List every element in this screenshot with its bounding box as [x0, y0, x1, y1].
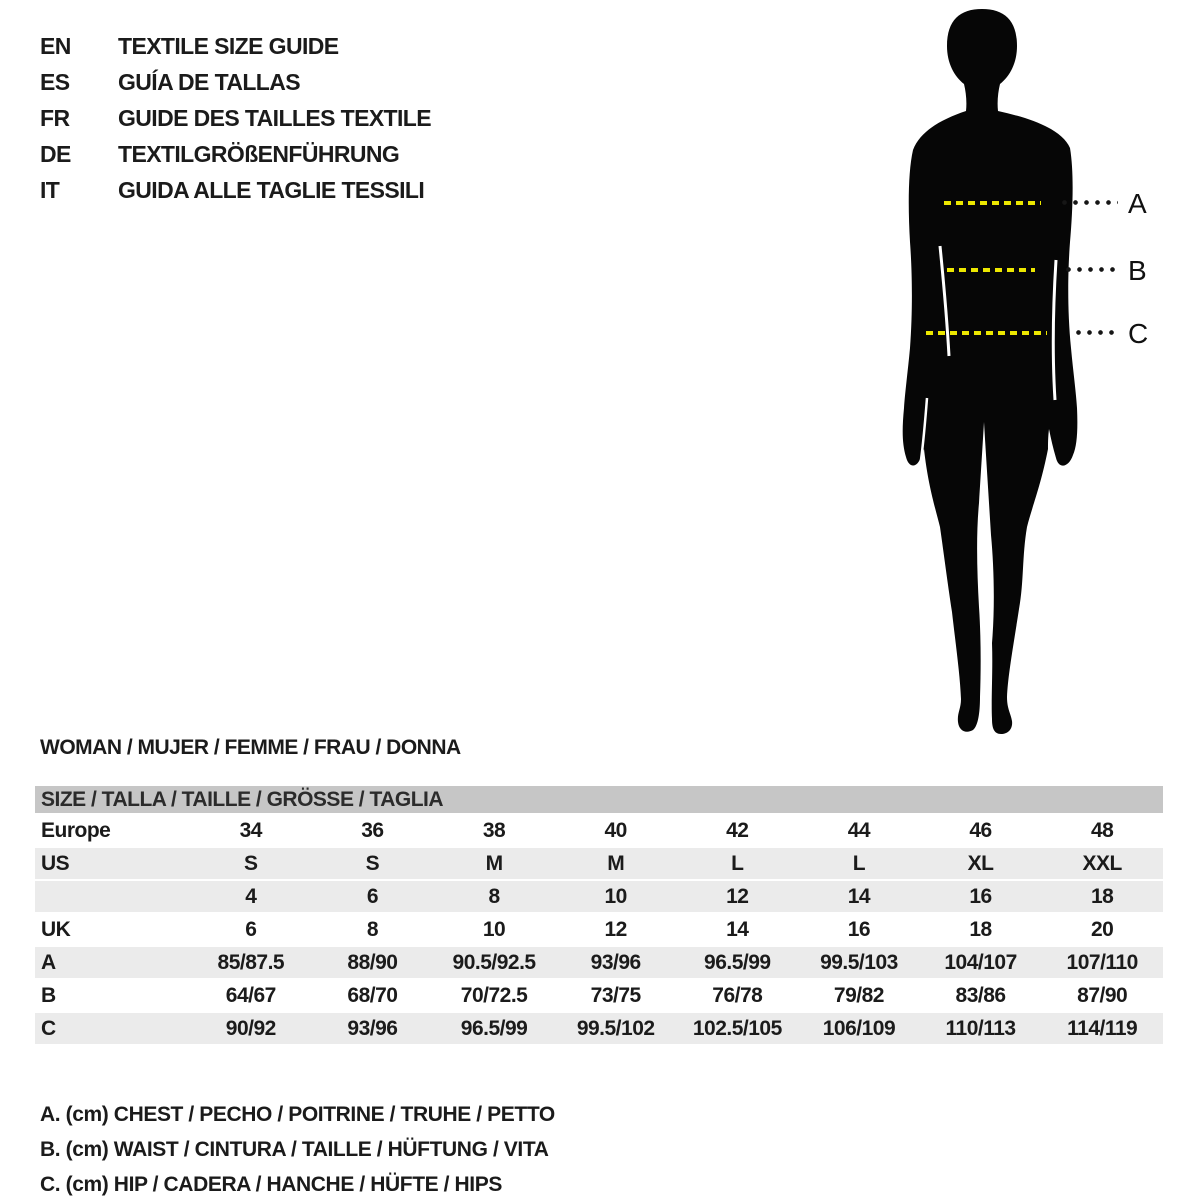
waist-measure-dash — [947, 268, 1035, 272]
table-cell: 8 — [488, 884, 500, 908]
chest-measure-dash — [944, 201, 1041, 205]
table-row-uk — [35, 914, 1163, 945]
table-cell: 110/113 — [945, 1016, 1016, 1040]
size-table-header: SIZE / TALLA / TAILLE / GRÖSSE / TAGLIA — [35, 786, 1163, 813]
table-cell: 85/87.5 — [217, 950, 285, 974]
language-code: DE — [40, 140, 71, 167]
language-code: EN — [40, 32, 71, 59]
language-guide-title: TEXTILGRÖßENFÜHRUNG — [118, 140, 400, 167]
table-row-us-numeric — [35, 881, 1163, 912]
table-cell: 107/110 — [1066, 950, 1138, 974]
table-cell: 6 — [366, 884, 379, 908]
hip-leader-dots — [1076, 330, 1118, 335]
language-code: FR — [40, 104, 70, 131]
table-cell: 18 — [1091, 884, 1114, 908]
table-cell: 64/67 — [225, 983, 276, 1007]
table-cell: XL — [967, 851, 994, 875]
table-cell: 34 — [239, 818, 262, 842]
table-cell: 48 — [1091, 818, 1114, 842]
marker-label-hip: C — [1128, 318, 1149, 349]
table-cell: 46 — [969, 818, 992, 842]
table-cell: 8 — [366, 917, 379, 941]
table-cell: 83/86 — [955, 983, 1006, 1007]
marker-label-chest: A — [1128, 188, 1147, 219]
table-cell: 42 — [726, 818, 749, 842]
table-cell: 20 — [1091, 917, 1114, 941]
table-cell: 12 — [604, 917, 627, 941]
table-cell: M — [485, 851, 503, 875]
size-table — [35, 786, 1163, 1046]
table-cell: 16 — [847, 917, 871, 941]
table-cell: 73/75 — [590, 983, 641, 1007]
language-code: IT — [40, 176, 60, 203]
row-label: A — [41, 950, 56, 974]
marker-label-waist: B — [1128, 255, 1147, 286]
table-cell: 18 — [969, 917, 992, 941]
table-cell: 96.5/99 — [704, 950, 771, 974]
table-cell: S — [244, 851, 258, 875]
table-row-us — [35, 848, 1163, 879]
table-cell: 114/119 — [1067, 1016, 1138, 1040]
row-label: US — [41, 851, 70, 875]
table-cell: 12 — [726, 884, 749, 908]
language-row-fr — [40, 100, 431, 136]
language-row-de — [40, 136, 431, 172]
row-label: UK — [41, 917, 71, 941]
table-cell: 36 — [361, 818, 384, 842]
row-label: C — [41, 1016, 56, 1040]
table-cell: 106/109 — [822, 1016, 896, 1040]
row-label: Europe — [41, 818, 111, 842]
table-row-b — [35, 980, 1163, 1011]
table-cell: 87/90 — [1077, 983, 1128, 1007]
table-cell: 88/90 — [347, 950, 398, 974]
legend-line-chest: A. (cm) CHEST / PECHO / POITRINE / TRUHE / PETTO — [40, 1102, 555, 1126]
table-cell: M — [607, 851, 625, 875]
language-guide-title: GUIDA ALLE TAGLIE TESSILI — [118, 176, 425, 203]
legend-line-hip: C. (cm) HIP / CADERA / HANCHE / HÜFTE / HIPS — [40, 1172, 502, 1196]
table-cell: 14 — [726, 917, 749, 941]
hip-measure-dash — [926, 331, 1047, 335]
table-cell: 44 — [847, 818, 871, 842]
table-cell: 90/92 — [225, 1016, 276, 1040]
language-row-es — [40, 64, 431, 100]
table-cell: 10 — [604, 884, 627, 908]
row-label: B — [41, 983, 56, 1007]
table-cell: 16 — [969, 884, 992, 908]
chest-leader-dots — [1062, 200, 1118, 205]
table-cell: 10 — [482, 917, 506, 941]
woman-silhouette — [880, 8, 1120, 735]
table-cell: 99.5/103 — [820, 950, 898, 974]
table-row-europe — [35, 815, 1163, 846]
table-cell: XXL — [1082, 851, 1122, 875]
table-cell: 102.5/105 — [692, 1016, 782, 1040]
table-cell: S — [365, 851, 380, 875]
language-row-it — [40, 172, 431, 208]
table-cell: 96.5/99 — [460, 1016, 528, 1040]
table-cell: 79/82 — [833, 983, 884, 1007]
waist-leader-dots — [1066, 267, 1116, 272]
table-cell: 4 — [245, 884, 257, 908]
section-title-woman: WOMAN / MUJER / FEMME / FRAU / DONNA — [40, 736, 461, 759]
table-row-c — [35, 1013, 1163, 1044]
legend-line-waist: B. (cm) WAIST / CINTURA / TAILLE / HÜFTUNG / VITA — [40, 1137, 549, 1161]
measurement-legend — [40, 1097, 555, 1200]
language-code: ES — [40, 68, 70, 95]
table-cell: 70/72.5 — [460, 983, 528, 1007]
table-cell: L — [731, 851, 744, 875]
table-cell: 93/96 — [347, 1016, 398, 1040]
table-cell: 68/70 — [347, 983, 398, 1007]
table-row-a — [35, 947, 1163, 978]
table-cell: 40 — [604, 818, 627, 842]
language-guide-title: GUÍA DE TALLAS — [118, 68, 300, 95]
table-cell: 38 — [482, 818, 506, 842]
table-cell: L — [852, 851, 866, 875]
table-cell: 104/107 — [944, 950, 1017, 974]
language-row-en — [40, 28, 431, 64]
table-cell: 90.5/92.5 — [452, 950, 536, 974]
table-cell: 93/96 — [590, 950, 641, 974]
table-cell: 6 — [245, 917, 257, 941]
language-guide-title: TEXTILE SIZE GUIDE — [118, 32, 339, 59]
language-title-list — [40, 28, 431, 208]
table-cell: 99.5/102 — [576, 1016, 655, 1040]
language-guide-title: GUIDE DES TAILLES TEXTILE — [118, 104, 431, 131]
table-cell: 14 — [847, 884, 871, 908]
table-cell: 76/78 — [712, 983, 763, 1007]
